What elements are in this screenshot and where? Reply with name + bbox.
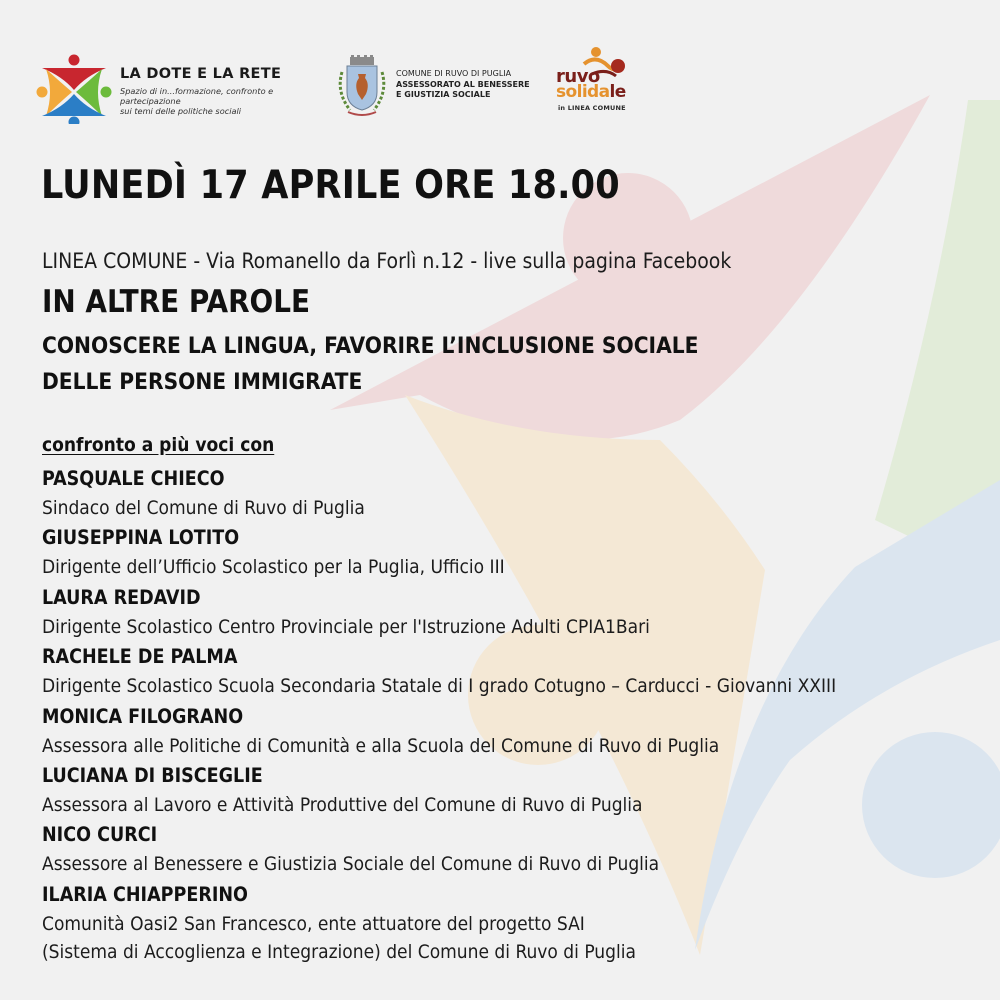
speaker-item — [42, 703, 836, 762]
event-venue: LINEA COMUNE - Via Romanello da Forlì n.12 - live sulla pagina Facebook — [42, 249, 732, 273]
comune-line3: E GIUSTIZIA SOCIALE — [396, 90, 491, 99]
speaker-role: Assessore al Benessere e Giustizia Sociale del Comune di Ruvo di Puglia — [42, 853, 660, 876]
ruvo-logo-le: le — [609, 82, 626, 102]
speaker-name: LAURA REDAVID — [42, 585, 201, 609]
dote-logo-subtitle — [120, 86, 330, 116]
people-star-icon — [36, 52, 112, 124]
speaker-role: Dirigente Scolastico Centro Provinciale per l'Istruzione Adulti CPIA1Bari — [42, 615, 650, 638]
panel-intro: confronto a più voci con — [42, 434, 275, 456]
speaker-role: Assessora al Lavoro e Attività Produttive del Comune di Ruvo di Puglia — [42, 793, 643, 816]
ruvo-logo-line3: in LINEA COMUNE — [558, 104, 626, 112]
event-title: IN ALTRE PAROLE — [42, 284, 311, 320]
dote-logo-title: LA DOTE E LA RETE — [120, 66, 282, 82]
speaker-name: GIUSEPPINA LOTITO — [42, 526, 240, 550]
speaker-item — [42, 643, 836, 702]
comune-line2: ASSESSORATO AL BENESSERE — [396, 79, 530, 89]
speaker-name: NICO CURCI — [42, 823, 158, 847]
speaker-name: MONICA FILOGRANO — [42, 704, 244, 728]
speaker-name: PASQUALE CHIECO — [42, 467, 225, 490]
speaker-item — [42, 584, 836, 643]
speaker-role: Assessora alle Politiche di Comunità e alla Scuola del Comune di Ruvo di Puglia — [42, 734, 720, 757]
event-subtitle-line2: DELLE PERSONE IMMIGRATE — [42, 369, 363, 395]
speaker-role: Dirigente dell’Ufficio Scolastico per la Puglia, Ufficio III — [42, 556, 505, 579]
dote-subtitle-line2: sui temi delle politiche sociali — [120, 106, 242, 116]
speaker-role-line2: (Sistema di Accoglienza e Integrazione) del Comune di Ruvo di Puglia — [42, 940, 636, 963]
event-date: LUNEDÌ 17 APRILE ORE 18.00 — [41, 163, 620, 208]
ruvo-solidale-logo — [556, 46, 628, 116]
comune-line1: COMUNE DI RUVO DI PUGLIA — [396, 69, 512, 78]
event-subtitle — [42, 328, 698, 400]
ruvo-logo-solida: solida — [556, 82, 610, 102]
speaker-item — [42, 524, 836, 583]
speaker-item — [42, 821, 836, 880]
speaker-item — [42, 465, 836, 524]
comune-logo-text — [396, 69, 530, 101]
dote-logo-text — [120, 66, 330, 116]
event-subtitle-line1: CONOSCERE LA LINGUA, FAVORIRE L’INCLUSIONE SOCIALE — [42, 333, 699, 359]
speaker-list — [42, 465, 837, 963]
ruvo-logo-line1: ruvo — [556, 66, 600, 87]
municipal-crest-icon — [336, 54, 388, 120]
speaker-role: Dirigente Scolastico Scuola Secondaria Statale di I grado Cotugno – Carducci - Giovanni XXIII — [42, 675, 837, 698]
speaker-name: LUCIANA DI BISCEGLIE — [42, 763, 263, 787]
dote-subtitle-line1: Spazio di in...formazione, confronto e partecipazione — [120, 86, 274, 106]
speaker-role: Comunità Oasi2 San Francesco, ente attuatore del progetto SAI — [42, 912, 585, 935]
speaker-item — [42, 762, 836, 821]
ruvo-logo-line2 — [556, 82, 626, 102]
speaker-role: Sindaco del Comune di Ruvo di Puglia — [42, 497, 365, 519]
speaker-name: RACHELE DE PALMA — [42, 645, 238, 669]
speaker-item — [42, 881, 836, 963]
speaker-name: ILARIA CHIAPPERINO — [42, 882, 248, 906]
